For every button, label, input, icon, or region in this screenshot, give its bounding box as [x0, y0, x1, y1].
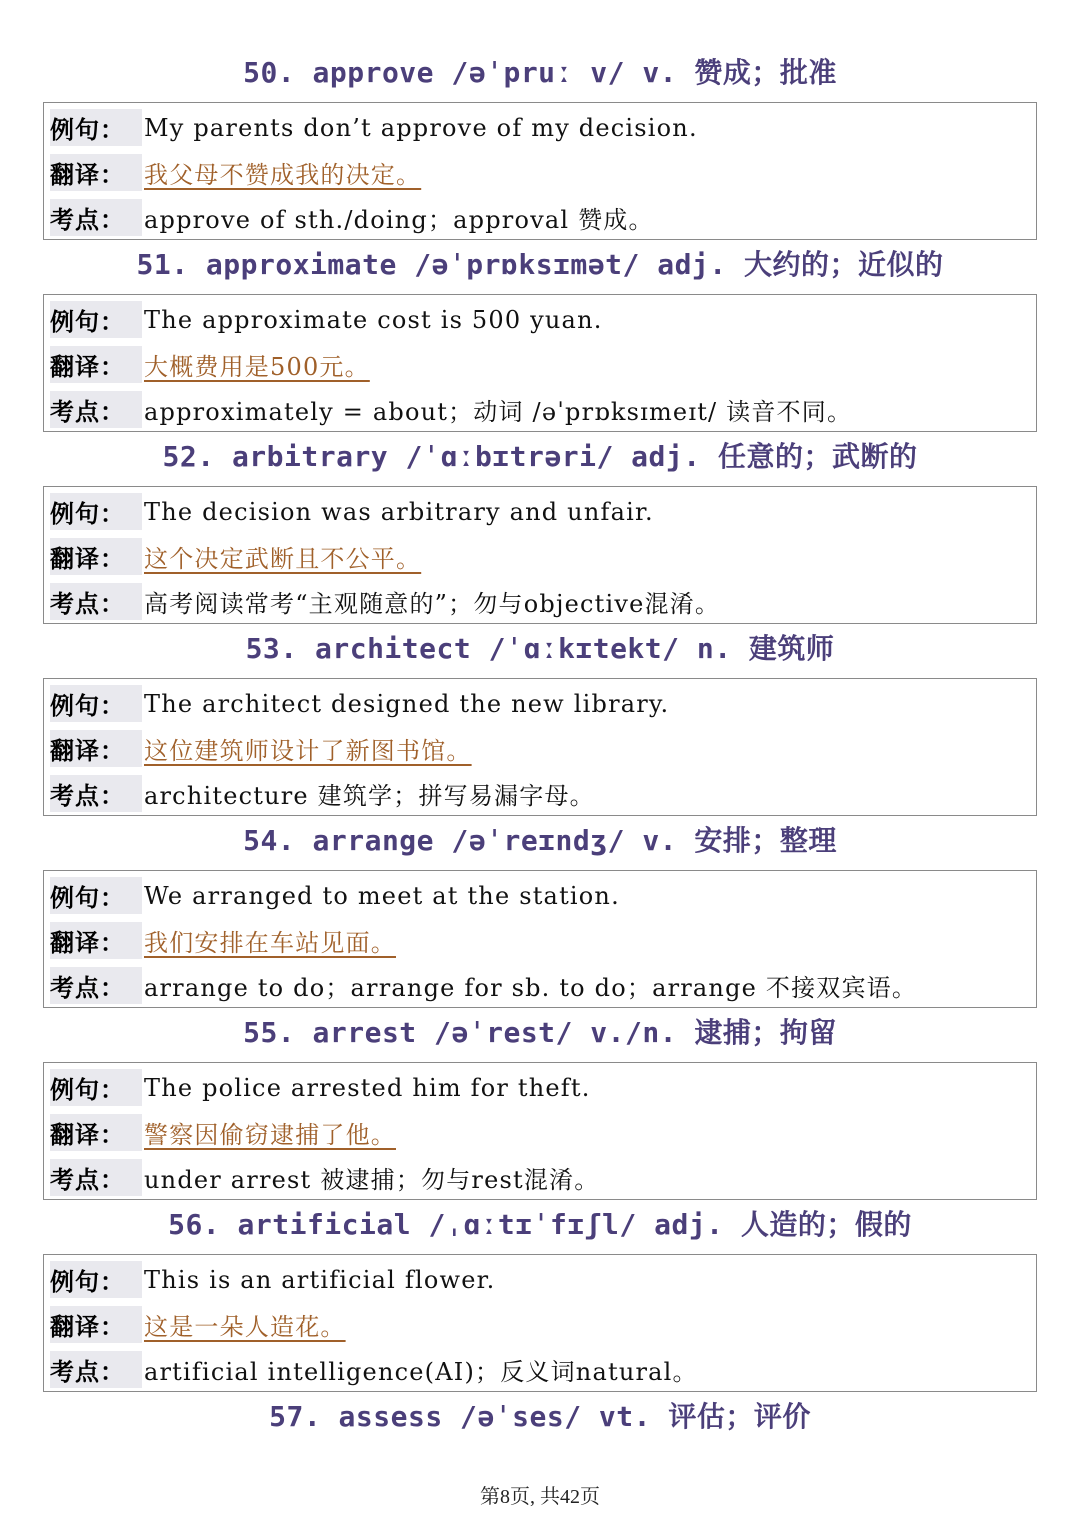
translation-label: 翻译：	[50, 922, 142, 959]
headword: 50. approve /əˈpruː v/ v. 赞成；批准	[243, 56, 837, 89]
point-text: architecture 建筑学；拼写易漏字母。	[144, 782, 595, 810]
example-sentence: The approximate cost is 500 yuan.	[144, 305, 603, 334]
entry-box	[43, 1254, 1037, 1392]
example-label: 例句：	[50, 685, 142, 722]
vocab-entry	[43, 1196, 1037, 1392]
vocab-entry	[43, 812, 1037, 1008]
example-label: 例句：	[50, 493, 142, 530]
example-label: 例句：	[50, 877, 142, 914]
example-row	[44, 1257, 1036, 1302]
vocab-entry	[43, 1004, 1037, 1200]
point-row	[44, 387, 1036, 432]
example-sentence: The decision was arbitrary and unfair.	[144, 497, 654, 526]
example-row	[44, 681, 1036, 726]
example-label: 例句：	[50, 109, 142, 146]
entry-box	[43, 1062, 1037, 1200]
translation-label: 翻译：	[50, 1114, 142, 1151]
translation-text: 大概费用是500元。	[144, 353, 370, 381]
translation-row	[44, 534, 1036, 579]
example-row	[44, 297, 1036, 342]
vocab-entry	[43, 1388, 1037, 1446]
point-text: approve of sth./doing；approval 赞成。	[144, 206, 654, 234]
point-row	[44, 963, 1036, 1008]
entry-box	[43, 678, 1037, 816]
headword: 51. approximate /əˈprɒksɪmət/ adj. 大约的；近似的	[136, 248, 944, 281]
point-row	[44, 1347, 1036, 1392]
example-sentence: This is an artificial flower.	[144, 1265, 496, 1294]
point-label: 考点：	[50, 967, 142, 1004]
point-label: 考点：	[50, 583, 142, 620]
point-label: 考点：	[50, 391, 142, 428]
vocab-entry	[43, 620, 1037, 816]
example-row	[44, 1065, 1036, 1110]
translation-label: 翻译：	[50, 538, 142, 575]
example-row	[44, 489, 1036, 534]
point-label: 考点：	[50, 199, 142, 236]
point-row	[44, 771, 1036, 816]
point-text: 高考阅读常考“主观随意的”；勿与objective混淆。	[144, 590, 721, 618]
entry-box	[43, 870, 1037, 1008]
point-text: approximately = about；动词 /əˈprɒksɪmeɪt/ 读音不同。	[144, 398, 853, 426]
translation-row	[44, 918, 1036, 963]
example-sentence: My parents don’t approve of my decision.	[144, 113, 698, 142]
point-text: artificial intelligence(AI)；反义词natural。	[144, 1358, 698, 1386]
example-label: 例句：	[50, 1069, 142, 1106]
entry-box	[43, 102, 1037, 240]
example-label: 例句：	[50, 1261, 142, 1298]
translation-text: 这个决定武断且不公平。	[144, 545, 422, 573]
translation-row	[44, 726, 1036, 771]
headword: 57. assess /əˈses/ vt. 评估；评价	[269, 1400, 811, 1433]
translation-text: 警察因偷窃逮捕了他。	[144, 1121, 396, 1149]
translation-text: 这是一朵人造花。	[144, 1313, 346, 1341]
example-sentence: We arranged to meet at the station.	[144, 881, 620, 910]
entry-box	[43, 486, 1037, 624]
translation-text: 我们安排在车站见面。	[144, 929, 396, 957]
translation-row	[44, 1302, 1036, 1347]
translation-text: 这位建筑师设计了新图书馆。	[144, 737, 472, 765]
example-row	[44, 873, 1036, 918]
headword: 52. arbitrary /ˈɑːbɪtrəri/ adj. 任意的；武断的	[162, 440, 918, 473]
example-label: 例句：	[50, 301, 142, 338]
translation-label: 翻译：	[50, 1306, 142, 1343]
headword: 53. architect /ˈɑːkɪtekt/ n. 建筑师	[245, 632, 835, 665]
vocab-entry	[43, 236, 1037, 432]
point-text: arrange to do；arrange for sb. to do；arrange 不接双宾语。	[144, 974, 918, 1002]
point-row	[44, 195, 1036, 240]
translation-label: 翻译：	[50, 346, 142, 383]
headword: 54. arrange /əˈreɪndʒ/ v. 安排；整理	[243, 824, 837, 857]
page-number: 第8页, 共42页	[480, 1486, 600, 1508]
translation-label: 翻译：	[50, 730, 142, 767]
point-label: 考点：	[50, 775, 142, 812]
point-text: under arrest 被逮捕；勿与rest混淆。	[144, 1166, 600, 1194]
point-row	[44, 579, 1036, 624]
point-label: 考点：	[50, 1351, 142, 1388]
example-sentence: The architect designed the new library.	[144, 689, 670, 718]
example-row	[44, 105, 1036, 150]
vocab-entry	[43, 44, 1037, 240]
point-label: 考点：	[50, 1159, 142, 1196]
translation-row	[44, 1110, 1036, 1155]
point-row	[44, 1155, 1036, 1200]
headword: 55. arrest /əˈrest/ v./n. 逮捕；拘留	[243, 1016, 837, 1049]
vocab-entry	[43, 428, 1037, 624]
entry-box	[43, 294, 1037, 432]
translation-text: 我父母不赞成我的决定。	[144, 161, 422, 189]
translation-row	[44, 150, 1036, 195]
translation-row	[44, 342, 1036, 387]
example-sentence: The police arrested him for theft.	[144, 1073, 591, 1102]
headword: 56. artificial /ˌɑːtɪˈfɪʃl/ adj. 人造的；假的	[168, 1208, 912, 1241]
translation-label: 翻译：	[50, 154, 142, 191]
